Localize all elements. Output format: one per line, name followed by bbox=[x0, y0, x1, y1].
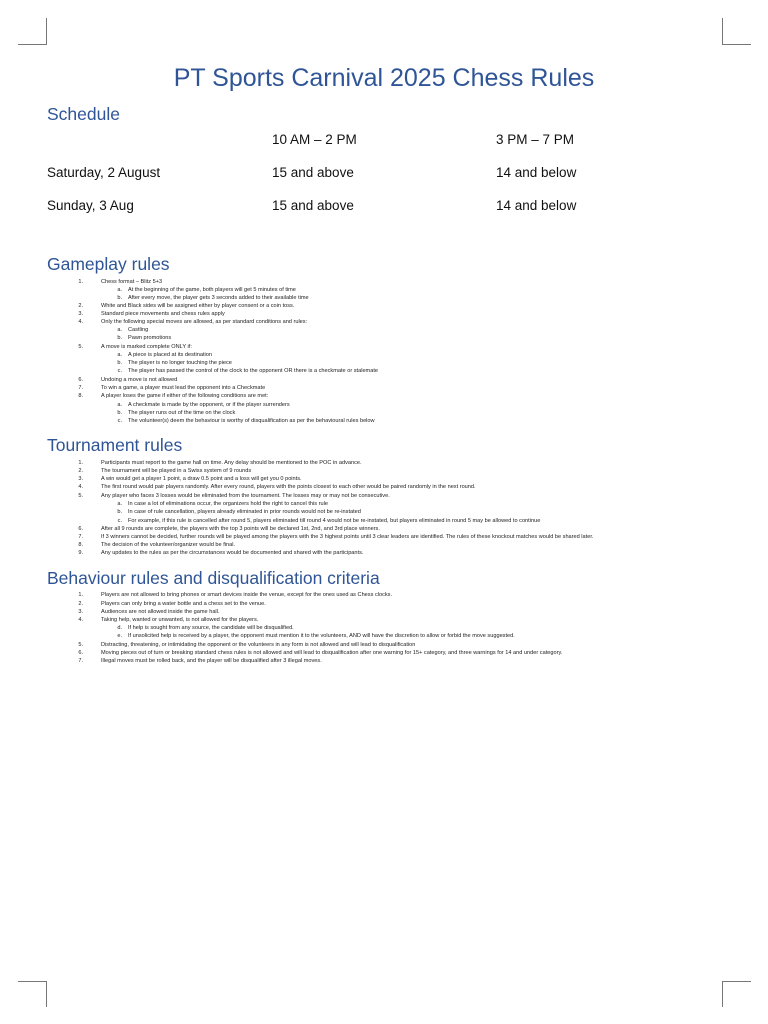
rule-letter: b. bbox=[117, 410, 122, 416]
rule-number: 9. bbox=[78, 550, 83, 556]
schedule-row-cell: 15 and above bbox=[272, 165, 354, 180]
rule-letter: a. bbox=[117, 402, 122, 408]
rule-letter: b. bbox=[117, 509, 122, 515]
rule-number: 8. bbox=[78, 542, 83, 548]
rule-subitem bbox=[117, 417, 375, 425]
rule-number: 1. bbox=[78, 460, 83, 466]
rule-item bbox=[78, 657, 322, 665]
rule-letter: d. bbox=[117, 625, 122, 631]
rule-number: 2. bbox=[78, 468, 83, 474]
rule-item bbox=[78, 541, 236, 549]
rule-number: 4. bbox=[78, 617, 83, 623]
tournament-heading: Tournament rules bbox=[47, 435, 183, 455]
rule-letter: c. bbox=[117, 418, 122, 424]
rule-item bbox=[78, 392, 269, 400]
rule-text: A win would get a player 1 point, a draw 0.5 point and a loss will get you 0 points. bbox=[101, 476, 302, 482]
rule-text: The first round would pair players randomly. After every round, players with the points closest to each other would be paired randomly in the next round. bbox=[101, 484, 476, 490]
rule-text: The volunteer(s) deem the behaviour is worthy of disqualification as per the behavioural rules below bbox=[128, 418, 375, 424]
rule-letter: a. bbox=[117, 327, 122, 333]
rule-text: The decision of the volunteer/organizer would be final. bbox=[101, 542, 236, 548]
crop-mark-top-left bbox=[18, 18, 47, 45]
rule-text: If unsolicited help is received by a player, the opponent must mention it to the volunteers, AND will have the discretion to allow or forbid the move suggested. bbox=[128, 633, 515, 639]
rule-text: After every move, the player gets 3 seconds added to their available time bbox=[128, 295, 309, 301]
rule-subitem bbox=[117, 517, 541, 525]
rule-subitem bbox=[117, 294, 309, 302]
page-title: PT Sports Carnival 2025 Chess Rules bbox=[173, 64, 595, 92]
rule-text: Audiences are not allowed inside the game hall. bbox=[101, 609, 220, 615]
rule-number: 2. bbox=[78, 601, 83, 607]
rule-letter: a. bbox=[117, 352, 122, 358]
rule-text: Distracting, threatening, or intimidating the opponent or the volunteers in any form is not allowed and will lead to disqualification bbox=[101, 642, 416, 648]
rule-number: 2. bbox=[78, 303, 83, 309]
rule-item bbox=[78, 549, 364, 557]
rule-text: Moving pieces out of turn or breaking standard chess rules is not allowed and will lead to disqualification after one warning for 15+ category, and three warnings for 14 and under category. bbox=[101, 650, 563, 656]
rule-item bbox=[78, 376, 178, 384]
rule-text: Players are not allowed to bring phones or smart devices inside the venue, except for the ones used as Chess clocks. bbox=[101, 592, 393, 598]
rule-letter: e. bbox=[117, 633, 122, 639]
rule-subitem bbox=[117, 632, 515, 640]
rule-item bbox=[78, 483, 476, 491]
rule-number: 7. bbox=[78, 534, 83, 540]
rule-item bbox=[78, 616, 259, 624]
rule-text: In case of rule cancellation, players already eliminated in prior rounds would not be re-instated bbox=[128, 509, 361, 515]
crop-mark-top-right bbox=[722, 18, 751, 45]
rule-text: To win a game, a player must lead the opponent into a Checkmate bbox=[101, 385, 266, 391]
rule-text: A move is marked complete ONLY if: bbox=[101, 344, 192, 350]
schedule-heading: Schedule bbox=[47, 104, 120, 124]
rule-number: 6. bbox=[78, 526, 83, 532]
rule-item bbox=[78, 302, 295, 310]
rule-number: 3. bbox=[78, 476, 83, 482]
rule-number: 7. bbox=[78, 658, 83, 664]
rule-subitem bbox=[117, 409, 236, 417]
rule-letter: c. bbox=[117, 518, 122, 524]
rule-text: Undoing a move is not allowed bbox=[101, 377, 178, 383]
schedule-row-day: Saturday, 2 August bbox=[47, 165, 161, 180]
schedule-row-cell: 14 and below bbox=[496, 198, 577, 213]
rule-subitem bbox=[117, 500, 328, 508]
rule-item bbox=[78, 591, 393, 599]
rule-item bbox=[78, 492, 390, 500]
rule-text: The player has passed the control of the clock to the opponent OR there is a checkmate or stalemate bbox=[128, 368, 378, 374]
rule-text: Participants must report to the game hall on time. Any delay should be mentioned to the POC in advance. bbox=[101, 460, 362, 466]
rule-number: 3. bbox=[78, 311, 83, 317]
rule-letter: b. bbox=[117, 335, 122, 341]
rule-text: Chess format – Blitz 5+3 bbox=[101, 279, 163, 285]
rule-text: A player loses the game if either of the following conditions are met: bbox=[101, 393, 269, 399]
rule-subitem bbox=[117, 334, 172, 342]
rule-letter: a. bbox=[117, 287, 122, 293]
rule-subitem bbox=[117, 351, 212, 359]
rule-text: If help is sought from any source, the candidate will be disqualified. bbox=[128, 625, 294, 631]
rule-number: 6. bbox=[78, 377, 83, 383]
rule-text: The player is no longer touching the piece bbox=[128, 360, 232, 366]
rule-subitem bbox=[117, 286, 296, 294]
rule-text: Players can only bring a water bottle and a chess set to the venue. bbox=[101, 601, 266, 607]
rule-item bbox=[78, 459, 362, 467]
schedule-row-cell: 14 and below bbox=[496, 165, 577, 180]
rule-item bbox=[78, 525, 380, 533]
rule-subitem bbox=[117, 359, 232, 367]
rule-text: The player runs out of the time on the clock bbox=[128, 410, 236, 416]
rule-text: For example, if this rule is cancelled after round 5, players eliminated till round 4 would not be re-instated, but players eliminated in round 5 may be allowed to continue bbox=[128, 518, 541, 524]
rule-text: A checkmate is made by the opponent, or if the player surrenders bbox=[128, 402, 290, 408]
rule-number: 6. bbox=[78, 650, 83, 656]
rule-number: 8. bbox=[78, 393, 83, 399]
rule-number: 1. bbox=[78, 592, 83, 598]
rule-subitem bbox=[117, 401, 290, 409]
rule-text: Standard piece movements and chess rules apply bbox=[101, 311, 225, 317]
rule-item bbox=[78, 278, 163, 286]
rule-text: Illegal moves must be rolled back, and the player will be disqualified after 3 illegal moves. bbox=[101, 658, 322, 664]
rule-text: In case a lot of eliminations occur, the organizers hold the right to cancel this rule bbox=[128, 501, 328, 507]
schedule-row-day: Sunday, 3 Aug bbox=[47, 198, 134, 213]
rule-letter: b. bbox=[117, 295, 122, 301]
rule-text: Castling bbox=[128, 327, 149, 333]
rule-number: 7. bbox=[78, 385, 83, 391]
rule-number: 5. bbox=[78, 642, 83, 648]
rule-subitem bbox=[117, 326, 149, 334]
rule-item bbox=[78, 533, 594, 541]
schedule-header-slot-2: 3 PM – 7 PM bbox=[496, 132, 575, 147]
rule-item bbox=[78, 310, 225, 318]
rule-number: 4. bbox=[78, 484, 83, 490]
rule-item bbox=[78, 649, 563, 657]
rule-subitem bbox=[117, 367, 378, 375]
rule-text: If 3 winners cannot be decided, further rounds will be played among the players with the 3 highest points until 3 clear leaders are identified. The rules of these knockout matches would be shared later. bbox=[101, 534, 594, 540]
behaviour-heading: Behaviour rules and disqualification criteria bbox=[47, 568, 380, 588]
rule-text: Taking help, wanted or unwanted, is not allowed for the players. bbox=[101, 617, 259, 623]
rule-text: White and Black sides will be assigned either by player consent or a coin toss. bbox=[101, 303, 295, 309]
rule-item bbox=[78, 475, 302, 483]
rule-item bbox=[78, 384, 266, 392]
rule-text: Only the following special moves are allowed, as per standard conditions and rules: bbox=[101, 319, 308, 325]
rule-item bbox=[78, 467, 252, 475]
rule-item bbox=[78, 600, 266, 608]
rule-letter: b. bbox=[117, 360, 122, 366]
crop-mark-bottom-right bbox=[722, 981, 751, 1007]
crop-mark-bottom-left bbox=[18, 981, 47, 1007]
schedule-row-cell: 15 and above bbox=[272, 198, 354, 213]
schedule-header-slot-1: 10 AM – 2 PM bbox=[272, 132, 357, 147]
rule-text: At the beginning of the game, both players will get 5 minutes of time bbox=[128, 287, 296, 293]
rule-text: Any player who faces 3 losses would be eliminated from the tournament. The losses may or may not be consecutive. bbox=[101, 493, 390, 499]
rule-number: 1. bbox=[78, 279, 83, 285]
rule-text: Pawn promotions bbox=[128, 335, 172, 341]
rule-subitem bbox=[117, 624, 294, 632]
rule-text: After all 9 rounds are complete, the players with the top 3 points will be declared 1st, 2nd, and 3rd place winners. bbox=[101, 526, 380, 532]
rule-item bbox=[78, 343, 192, 351]
rule-number: 5. bbox=[78, 493, 83, 499]
rule-item bbox=[78, 641, 416, 649]
rule-number: 4. bbox=[78, 319, 83, 325]
rule-item bbox=[78, 318, 308, 326]
gameplay-heading: Gameplay rules bbox=[47, 254, 170, 274]
rule-letter: a. bbox=[117, 501, 122, 507]
rule-text: The tournament will be played in a Swiss system of 9 rounds bbox=[101, 468, 252, 474]
rule-text: Any updates to the rules as per the circumstances would be documented and shared with the participants. bbox=[101, 550, 364, 556]
rule-number: 3. bbox=[78, 609, 83, 615]
rule-number: 5. bbox=[78, 344, 83, 350]
rule-letter: c. bbox=[117, 368, 122, 374]
rule-subitem bbox=[117, 508, 361, 516]
rule-text: A piece is placed at its destination bbox=[128, 352, 212, 358]
rule-item bbox=[78, 608, 220, 616]
